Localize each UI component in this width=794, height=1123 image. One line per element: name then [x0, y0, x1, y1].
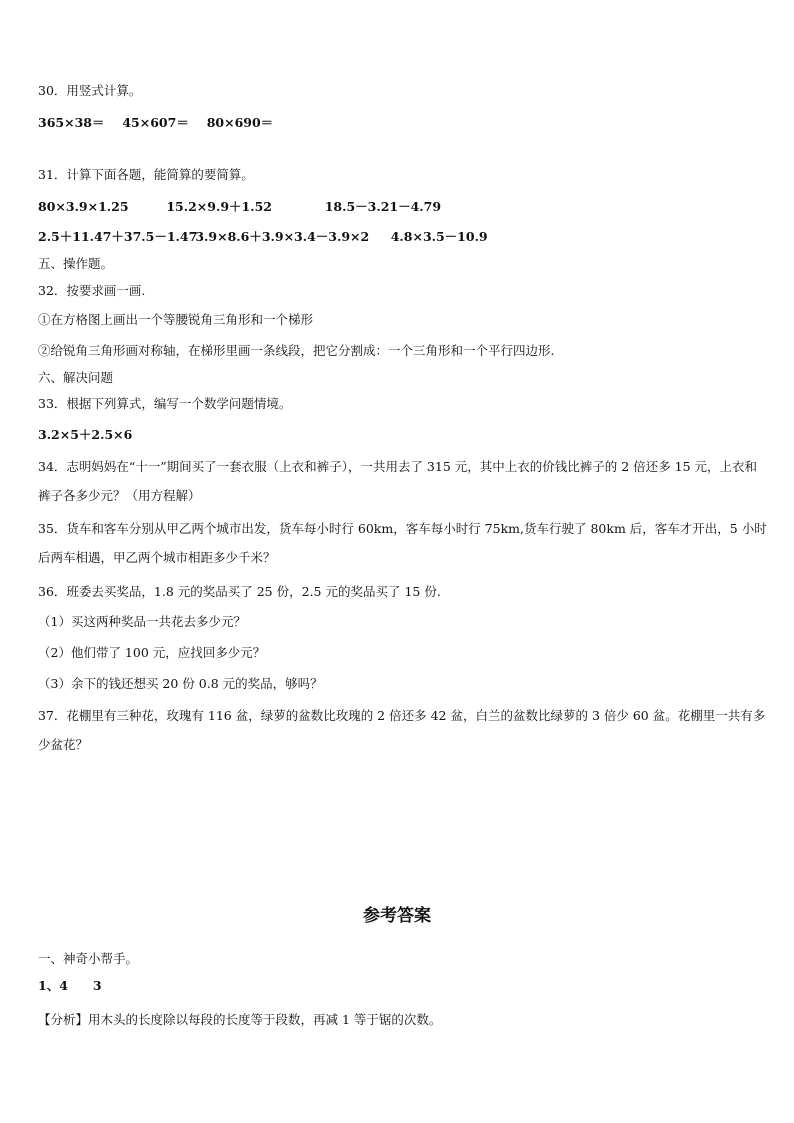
q34-text: 34．志明妈妈在“十一”期间买了一套衣服（上衣和裤子），一共用去了 315 元，其中上衣的价钱比裤子的 2 倍还多 15 元，上衣和裤子各多少元？（用方程解）: [38, 459, 757, 503]
q31-row-2: [38, 229, 768, 245]
q33-title: 33．根据下列算式，编写一个数学问题情境。: [38, 396, 292, 411]
answer-1: 1、4 3: [38, 978, 102, 993]
q37-text: 37．花棚里有三种花，玫瑰有 116 盆，绿萝的盆数比玫瑰的 2 倍还多 42 盆，白兰的盆数比绿萝的 3 倍少 60 盆。花棚里一共有多少盆花？: [38, 708, 766, 752]
q36-sub-2: （2）他们带了 100 元，应找回多少元？: [38, 645, 266, 660]
q32-item-2: ②给锐角三角形画对称轴，在梯形里画一条线段，把它分割成：一个三角形和一个平行四边形.: [38, 343, 555, 358]
answer-1-analysis: 【分析】用木头的长度除以每段的长度等于段数，再减 1 等于锯的次数。: [38, 1012, 442, 1027]
answer-section-1-heading: 一、神奇小帮手。: [38, 951, 139, 966]
q31-expr-5: 3.9×8.6＋3.9×3.4－3.9×2: [195, 229, 370, 244]
q31-expr-4: 2.5＋11.47＋37.5－1.47: [38, 229, 198, 244]
answer-key-title: 参考答案: [363, 906, 431, 926]
q36-sub-3: （3）余下的钱还想买 20 份 0.8 元的奖品，够吗？: [38, 676, 323, 691]
q31-expr-6: 4.8×3.5－10.9: [390, 229, 488, 244]
section-5-heading: 五、操作题。: [38, 256, 114, 271]
q30-expr-1: 365×38＝: [38, 115, 105, 130]
q31-row-1: [38, 199, 768, 215]
q30-expressions: [38, 115, 768, 131]
section-6-heading: 六、解决问题: [38, 370, 114, 385]
q35-text: 35．货车和客车分别从甲乙两个城市出发，货车每小时行 60km，客车每小时行 75km,货车行驶了 80km 后，客车才开出，5 小时后两车相遇，甲乙两个城市相距多少千米？: [38, 521, 767, 565]
q31-title: 31．计算下面各题，能简算的要简算。: [38, 167, 254, 182]
q30-expr-2: 45×607＝: [122, 115, 189, 130]
q36-sub-1: （1）买这两种奖品一共花去多少元？: [38, 614, 246, 629]
q36-title: 36．班委去买奖品，1.8 元的奖品买了 25 份，2.5 元的奖品买了 15 份.: [38, 584, 441, 599]
q32-item-1: ①在方格图上画出一个等腰锐角三角形和一个梯形: [38, 312, 314, 327]
q32-title: 32．按要求画一画.: [38, 283, 146, 298]
q31-expr-3: 18.5－3.21－4.79: [324, 199, 442, 214]
q31-expr-1: 80×3.9×1.25: [38, 199, 129, 214]
q30-expr-3: 80×690＝: [206, 115, 274, 130]
q31-expr-2: 15.2×9.9＋1.52: [166, 199, 272, 214]
q30-title: 30．用竖式计算。: [38, 83, 142, 98]
q33-expression: 3.2×5＋2.5×6: [38, 427, 133, 442]
